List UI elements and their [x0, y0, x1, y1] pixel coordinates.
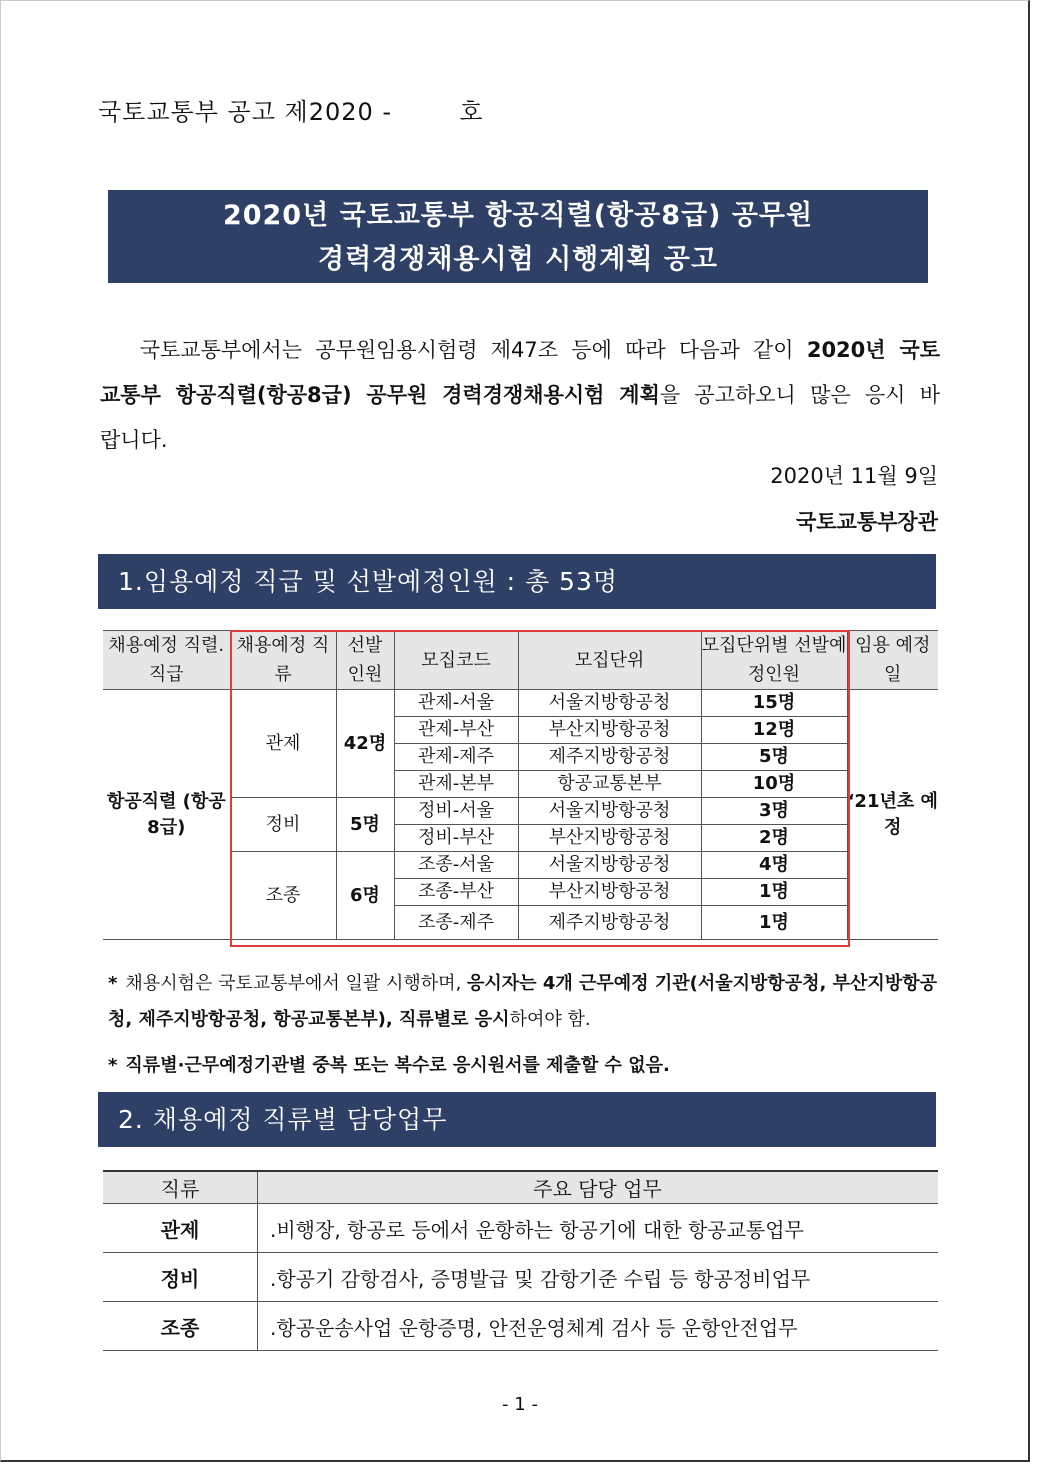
count-cell: 6명 [336, 852, 394, 940]
code-cell: 조종-부산 [394, 879, 518, 906]
duties-table [103, 1170, 938, 1351]
unit-cell: 서울지방항공청 [518, 798, 701, 825]
unit-count-cell: 5명 [701, 744, 847, 771]
unit-cell: 부산지방항공청 [518, 825, 701, 852]
note-star: * [108, 1055, 118, 1076]
table-row [103, 1302, 938, 1351]
header-grade: 채용예정 직렬.직급 [103, 631, 230, 690]
code-cell: 조종-제주 [394, 906, 518, 940]
code-cell: 관제-부산 [394, 717, 518, 744]
header-unit: 모집단위 [518, 631, 701, 690]
grade-cell: 항공직렬 (항공 8급) [103, 690, 230, 940]
duty-cell: .비행장, 항공로 등에서 운항하는 항공기에 대한 항공교통업무 [258, 1204, 939, 1253]
code-cell: 관제-본부 [394, 771, 518, 798]
header-role: 직류 [103, 1171, 258, 1204]
table-row [103, 690, 938, 717]
table-header-row [103, 631, 938, 690]
notice-date: 2020년 11월 9일 [770, 464, 938, 488]
duty-cell: .항공기 감항검사, 증명발급 및 감항기준 수립 등 항공정비업무 [258, 1253, 939, 1302]
code-cell: 정비-부산 [394, 825, 518, 852]
table-header-row [103, 1171, 938, 1204]
unit-count-cell: 12명 [701, 717, 847, 744]
unit-count-cell: 4명 [701, 852, 847, 879]
intro-bold: 2020년 국토교통부 항공직렬(항공8급) 공무원 경력경쟁채용시험 계획 [100, 338, 941, 407]
unit-count-cell: 15명 [701, 690, 847, 717]
notice-number [98, 92, 484, 127]
code-cell: 관제-서울 [394, 690, 518, 717]
intro-text-1: 국토교통부에서는 공무원임용시험령 제47조 등에 따라 다음과 같이 [139, 338, 807, 362]
note-2 [108, 1048, 938, 1084]
unit-cell: 부산지방항공청 [518, 879, 701, 906]
field-cell: 조종 [230, 852, 336, 940]
appoint-date-cell: ‘21년초 예정 [847, 690, 938, 940]
header-duty: 주요 담당 업무 [258, 1171, 939, 1204]
role-cell: 관제 [103, 1204, 258, 1253]
unit-count-cell: 10명 [701, 771, 847, 798]
note-2-text: 직류별·근무예정기관별 중복 또는 복수로 응시원서를 제출할 수 없음. [125, 1055, 670, 1076]
unit-cell: 서울지방항공청 [518, 852, 701, 879]
header-code: 모집코드 [394, 631, 518, 690]
unit-count-cell: 3명 [701, 798, 847, 825]
page-number: - 1 - [502, 1394, 538, 1415]
unit-cell: 제주지방항공청 [518, 744, 701, 771]
header-count: 선발 인원 [336, 631, 394, 690]
title-line-1: 2020년 국토교통부 항공직렬(항공8급) 공무원 [222, 200, 814, 231]
unit-count-cell: 2명 [701, 825, 847, 852]
unit-cell: 항공교통본부 [518, 771, 701, 798]
notice-prefix: 국토교통부 공고 제2020 - [98, 98, 393, 126]
signer: 국토교통부장관 [795, 510, 938, 534]
field-cell: 관제 [230, 690, 336, 798]
unit-cell: 서울지방항공청 [518, 690, 701, 717]
table-row [103, 1204, 938, 1253]
note-1-text-c: 하여야 함. [509, 1009, 591, 1030]
unit-cell: 제주지방항공청 [518, 906, 701, 940]
title-banner [108, 190, 928, 283]
header-date: 임용 예정일 [847, 631, 938, 690]
notice-suffix: 호 [459, 98, 484, 126]
section-1-header: 1.임용예정 직급 및 선발예정인원 : 총 53명 [98, 554, 936, 609]
section-2-header: 2. 채용예정 직류별 담당업무 [98, 1092, 936, 1147]
field-cell: 정비 [230, 798, 336, 852]
note-1-text-a: 채용시험은 국토교통부에서 일괄 시행하며, [125, 973, 468, 994]
role-cell: 조종 [103, 1302, 258, 1351]
role-cell: 정비 [103, 1253, 258, 1302]
code-cell: 정비-서울 [394, 798, 518, 825]
intro-paragraph [100, 328, 940, 463]
note-star: * [108, 973, 118, 994]
header-field: 채용예정 직류 [230, 631, 336, 690]
recruitment-table [103, 630, 938, 940]
count-cell: 5명 [336, 798, 394, 852]
count-cell: 42명 [336, 690, 394, 798]
unit-count-cell: 1명 [701, 906, 847, 940]
title-line-2: 경력경쟁채용시험 시행계획 공고 [318, 244, 718, 275]
duty-cell: .항공운송사업 운항증명, 안전운영체계 검사 등 운항안전업무 [258, 1302, 939, 1351]
code-cell: 관제-제주 [394, 744, 518, 771]
unit-cell: 부산지방항공청 [518, 717, 701, 744]
code-cell: 조종-서울 [394, 852, 518, 879]
table-row [103, 1253, 938, 1302]
note-1 [108, 966, 938, 1038]
note-1-text-bold: 응시자는 4개 근무예정 기관(서울지방항공청, 부산지방항공청, 제주지방항공청, 항공교통본부), 직류별로 응시 [108, 973, 937, 1030]
unit-count-cell: 1명 [701, 879, 847, 906]
intro-text-2: 을 공고하오니 많은 응시 바랍니다. [100, 383, 940, 452]
header-unit-count: 모집단위별 선발예정인원 [701, 631, 847, 690]
